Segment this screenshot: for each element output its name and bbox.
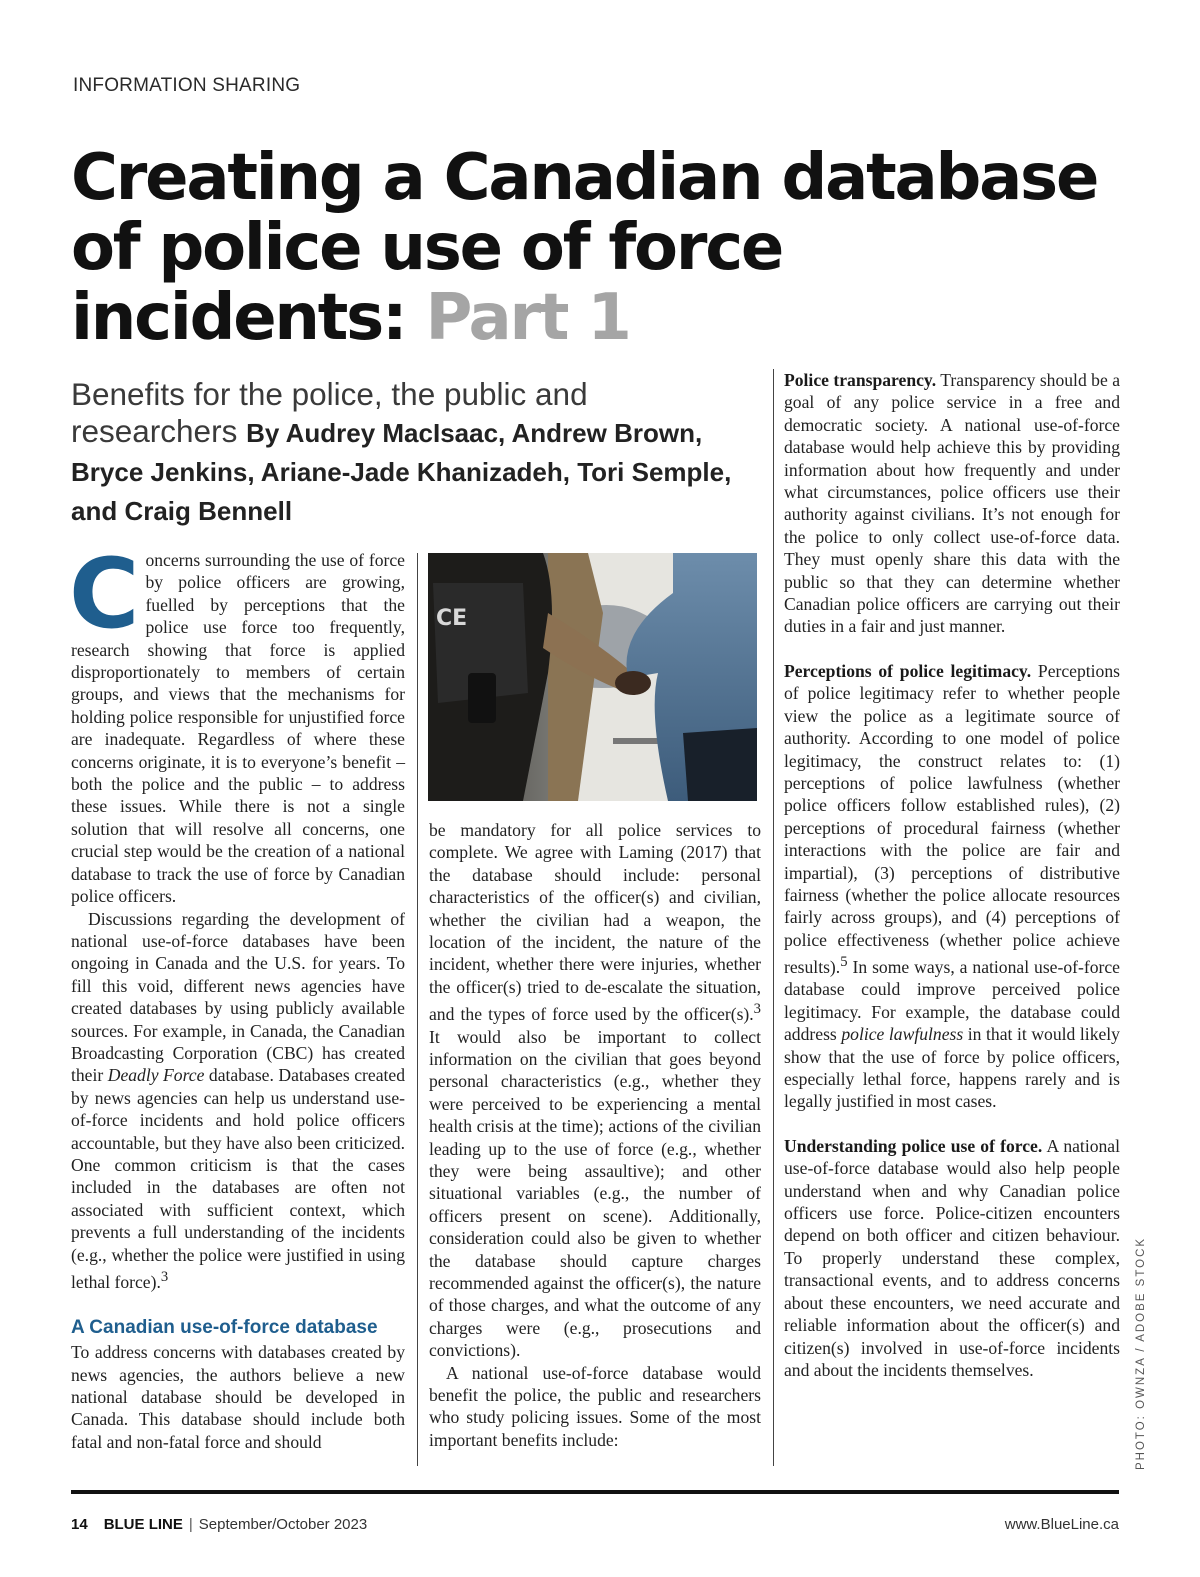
paragraph-4 bbox=[429, 819, 761, 1362]
paragraph-2-text-b: database. Databases created by news agencies can help us understand use-of-force incidents and hold police officers accountable, but they have also been criticized. One common criticism is that the cases included in the databases are often not associated with sufficient context, which prevents a full understanding of the incidents (e.g., whether the police were justified in using lethal force). bbox=[71, 1065, 405, 1292]
paragraph-4-text-b: It would also be important to collect information on the civilian that goes beyond personal characteristics (e.g., whether they were perceived to be experiencing a mental health crisis at the time); actions of the civilian leading up to the use of force (e.g., whether they were being assaultive); and other situational variables (e.g., the number of officers present on scene). Additionally, consideration could also be given to whether the database should capture charges recommended against the officer(s), the nature of those charges, and what the outcome of any charges were (e.g., prosecutions and convictions). bbox=[429, 1026, 761, 1361]
article-headline bbox=[71, 143, 1131, 353]
lead-paragraph-text: oncerns surrounding the use of force by police officers are growing, fuelled by perceptions that the police use force too frequently, research showing that force is applied disproportionately to members of certain groups, and views that the mechanisms for holding police responsible for unjustified force are inadequate. Regardless of where these concerns originate, it is to everyone’s benefit – both the police and the public – to address these issues. While there is not a single solution that will resolve all concerns, one crucial step would be the creation of a national database to track the use of force by Canadian police officers. bbox=[71, 550, 405, 907]
transparency-text: Transparency should be a goal of any police service in a free and democratic society. A national use-of-force database would help achieve this by providing information about how frequently and under what circumstances, police officers use their authority against civilians. It’s not enough for the police to only collect use-of-force data. They must openly share this data with the public so that they can determine whether Canadian police officers are carrying out their duties in a fair and just manner. bbox=[784, 370, 1121, 637]
column-2 bbox=[429, 819, 761, 1451]
footnote-ref: 5 bbox=[840, 954, 848, 971]
legitimacy-text-c: in that it would likely show that the use of force by police officers, especially lethal force, happens rarely and is legally justified in most cases. bbox=[784, 1024, 1120, 1112]
magazine-name: BLUE LINE bbox=[103, 1516, 183, 1533]
transparency-heading: Police transparency. bbox=[784, 370, 937, 390]
article-deck bbox=[71, 376, 761, 530]
paragraph-3: To address concerns with databases created by news agencies, the authors believe a new national database should be developed in Canada. This database should include both fatal and non-fatal force and should bbox=[71, 1342, 405, 1452]
paragraph-2 bbox=[71, 908, 405, 1294]
column-divider bbox=[773, 369, 774, 1466]
emphasis-deadly-force: Deadly Force bbox=[107, 1065, 205, 1086]
article-photo bbox=[428, 553, 757, 801]
emphasis-police-lawfulness: police lawfulness bbox=[841, 1024, 964, 1045]
byline: By Audrey MacIsaac, Andrew Brown, Bryce Jenkins, Ariane-Jade Khanizadeh, Tori Semple, and Craig Bennell bbox=[71, 418, 732, 526]
drop-cap: C bbox=[69, 538, 140, 650]
paragraph-2-text-a: Discussions regarding the development of national use-of-force databases have been ongoing in Canada and the U.S. for years. To fill this void, different news agencies have created databases by using publicly available sources. For example, in Canada, the Canadian Broadcasting Corporation (CBC) has created their bbox=[71, 908, 405, 1086]
footnote-ref: 3 bbox=[753, 1001, 761, 1018]
page-footer bbox=[71, 1516, 1119, 1533]
photo-illustration bbox=[428, 553, 757, 801]
deck-subtitle: Benefits for the police, the public and researchers bbox=[71, 376, 588, 449]
paragraph-4-text-a: be mandatory for all police services to complete. We agree with Laming (2017) that the database should include: personal characteristics of the officer(s) and civilian, whether the civilian had a weapon, the location of the incident, the nature of the incident, whether there were injuries, whether the officer(s) tried to de-escalate the situation, and the types of force used by the officer(s). bbox=[429, 820, 761, 1025]
vest-text: CE bbox=[436, 606, 468, 631]
paragraph-5: A national use-of-force database would benefit the police, the public and researchers who study policing issues. Some of the most important benefits include: bbox=[429, 1362, 761, 1450]
footnote-ref: 3 bbox=[160, 1269, 169, 1285]
footer-separator: | bbox=[188, 1516, 193, 1533]
section-label: INFORMATION SHARING bbox=[73, 75, 301, 96]
column-3 bbox=[784, 369, 1120, 1381]
headline-accent: Part 1 bbox=[425, 281, 630, 355]
transparency-paragraph bbox=[784, 369, 1120, 638]
legitimacy-text-b: In some ways, a national use-of-force database could improve perceived police legitimacy. For example, the database could address bbox=[784, 957, 1120, 1045]
understanding-paragraph bbox=[784, 1135, 1120, 1381]
legitimacy-text-a: Perceptions of police legitimacy refer to whether people view the police as a legitimate source of authority. According to one model of police legitimacy, the construct relates to: (1) perceptions of police lawfulness (whether police officers follow established rules), (2) perceptions of procedural fairness (whether interactions with the police are fair and impartial), (3) perceptions of distributive fairness (whether the police allocate resources fairly across groups), and (4) perceptions of police effectiveness (whether police achieve results). bbox=[784, 660, 1120, 978]
column-1 bbox=[69, 538, 405, 1453]
understanding-text: A national use-of-force database would also help people understand when and why Canadian police officers use force. Police-citizen encounters depend on both officer and citizen behaviour. To properly understand these complex, transactional events, and to address concerns about these encounters, we need accurate and reliable information about the officer(s) and citizen(s) involved in use-of-force incidents and about the incidents themselves. bbox=[784, 1135, 1120, 1380]
column-divider bbox=[417, 553, 418, 1466]
issue-date: September/October 2023 bbox=[198, 1516, 368, 1533]
legitimacy-heading: Perceptions of police legitimacy. bbox=[784, 660, 1032, 681]
footer-rule bbox=[71, 1490, 1119, 1494]
understanding-heading: Understanding police use of force. bbox=[784, 1135, 1043, 1156]
photo-credit: PHOTO: OWNZA / ADOBE STOCK bbox=[1135, 1236, 1147, 1470]
subheading: A Canadian use-of-force database bbox=[71, 1317, 378, 1339]
headline-main: Creating a Canadian database of police use of force incidents: bbox=[71, 141, 1098, 355]
legitimacy-paragraph bbox=[784, 660, 1120, 1113]
lead-paragraph bbox=[69, 538, 405, 908]
page-number: 14 bbox=[71, 1516, 88, 1533]
website-link[interactable]: www.BlueLine.ca bbox=[1004, 1516, 1119, 1533]
